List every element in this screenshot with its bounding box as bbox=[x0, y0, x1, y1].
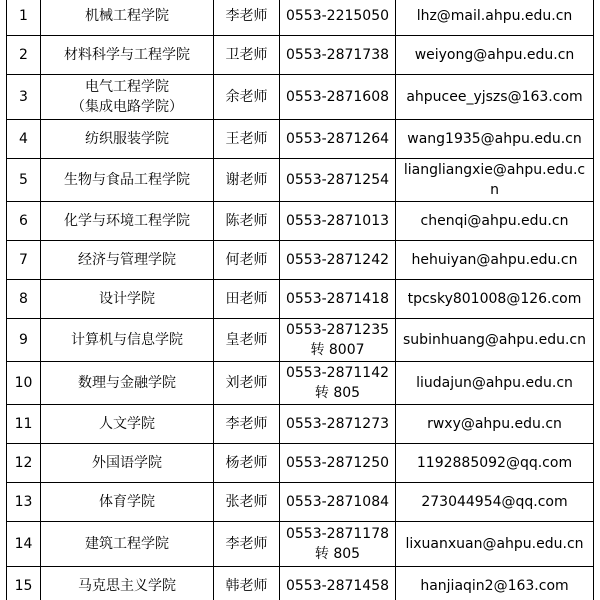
phone-number bbox=[280, 36, 396, 75]
row-number: 10 bbox=[7, 362, 41, 405]
email-address bbox=[396, 120, 594, 159]
phone-number-line: 转 805 bbox=[314, 546, 361, 562]
college-name bbox=[41, 483, 214, 522]
table-row bbox=[7, 120, 594, 159]
college-name-line: 外国语学院 bbox=[92, 455, 162, 471]
college-name-line: 生物与食品工程学院 bbox=[64, 172, 190, 188]
table-row bbox=[7, 36, 594, 75]
table-row bbox=[7, 241, 594, 280]
contact-person: 田老师 bbox=[214, 280, 280, 319]
contact-person: 王老师 bbox=[214, 120, 280, 159]
contact-person: 皇老师 bbox=[214, 319, 280, 362]
table-row bbox=[7, 75, 594, 120]
row-number: 6 bbox=[7, 202, 41, 241]
table-row bbox=[7, 362, 594, 405]
phone-number-line: 0553-2871738 bbox=[285, 47, 390, 63]
email-address-line: ahpucee_yjszs@163.com bbox=[406, 89, 583, 105]
phone-number-line: 0553-2871242 bbox=[285, 252, 390, 268]
college-name-line: 人文学院 bbox=[99, 416, 155, 432]
phone-number bbox=[280, 75, 396, 120]
contact-person: 李老师 bbox=[214, 405, 280, 444]
email-address-line: 1192885092@qq.com bbox=[416, 455, 573, 471]
email-address bbox=[396, 0, 594, 36]
phone-number-line: 0553-2871013 bbox=[285, 213, 390, 229]
phone-number bbox=[280, 159, 396, 202]
college-name bbox=[41, 36, 214, 75]
table-row bbox=[7, 159, 594, 202]
phone-number-line: 0553-2871264 bbox=[285, 131, 390, 147]
college-name bbox=[41, 202, 214, 241]
row-number: 8 bbox=[7, 280, 41, 319]
email-address-line: weiyong@ahpu.edu.cn bbox=[414, 47, 575, 63]
college-name bbox=[41, 362, 214, 405]
contact-person: 李老师 bbox=[214, 0, 280, 36]
contact-person: 韩老师 bbox=[214, 567, 280, 600]
phone-number-line: 0553-2871142 bbox=[285, 365, 390, 381]
college-name-line: 数理与金融学院 bbox=[78, 375, 176, 391]
row-number: 2 bbox=[7, 36, 41, 75]
table-row bbox=[7, 0, 594, 36]
email-address-line: lhz@mail.ahpu.edu.cn bbox=[416, 8, 573, 24]
phone-number-line: 转 8007 bbox=[310, 342, 365, 358]
college-name-line: 化学与环境工程学院 bbox=[64, 213, 190, 229]
phone-number bbox=[280, 241, 396, 280]
email-address-line: n bbox=[490, 182, 499, 198]
row-number: 3 bbox=[7, 75, 41, 120]
phone-number bbox=[280, 405, 396, 444]
email-address bbox=[396, 444, 594, 483]
email-address-line: liudajun@ahpu.edu.cn bbox=[416, 375, 573, 391]
email-address bbox=[396, 159, 594, 202]
college-name-line: 建筑工程学院 bbox=[85, 536, 169, 552]
email-address bbox=[396, 319, 594, 362]
contact-person: 余老师 bbox=[214, 75, 280, 120]
table-row bbox=[7, 444, 594, 483]
row-number: 11 bbox=[7, 405, 41, 444]
contact-person: 谢老师 bbox=[214, 159, 280, 202]
email-address-line: chenqi@ahpu.edu.cn bbox=[420, 213, 569, 229]
contact-person: 刘老师 bbox=[214, 362, 280, 405]
email-address-line: lixuanxuan@ahpu.edu.cn bbox=[405, 536, 584, 552]
email-address bbox=[396, 36, 594, 75]
table-row bbox=[7, 319, 594, 362]
phone-number bbox=[280, 202, 396, 241]
college-name bbox=[41, 522, 214, 567]
table-row bbox=[7, 202, 594, 241]
phone-number-line: 转 805 bbox=[314, 385, 361, 401]
table-row bbox=[7, 405, 594, 444]
email-address-line: liangliangxie@ahpu.edu.c bbox=[403, 162, 586, 178]
contact-person: 李老师 bbox=[214, 522, 280, 567]
email-address-line: subinhuang@ahpu.edu.cn bbox=[403, 332, 586, 348]
table-row bbox=[7, 280, 594, 319]
phone-number-line: 0553-2871235 bbox=[285, 322, 390, 338]
phone-number bbox=[280, 280, 396, 319]
college-name-line: 计算机与信息学院 bbox=[71, 332, 183, 348]
college-name bbox=[41, 319, 214, 362]
college-name bbox=[41, 75, 214, 120]
table-body bbox=[7, 0, 594, 600]
college-name bbox=[41, 120, 214, 159]
phone-number-line: 0553-2215050 bbox=[285, 8, 390, 24]
row-number: 14 bbox=[7, 522, 41, 567]
email-address-line: hanjiaqin2@163.com bbox=[420, 578, 569, 594]
college-contact-table bbox=[6, 0, 594, 600]
contact-person: 张老师 bbox=[214, 483, 280, 522]
phone-number bbox=[280, 483, 396, 522]
email-address bbox=[396, 280, 594, 319]
row-number: 7 bbox=[7, 241, 41, 280]
row-number: 4 bbox=[7, 120, 41, 159]
phone-number bbox=[280, 362, 396, 405]
college-name bbox=[41, 567, 214, 600]
phone-number bbox=[280, 0, 396, 36]
email-address bbox=[396, 405, 594, 444]
email-address-line: tpcsky801008@126.com bbox=[407, 291, 582, 307]
college-name bbox=[41, 280, 214, 319]
row-number: 9 bbox=[7, 319, 41, 362]
phone-number bbox=[280, 567, 396, 600]
table-row bbox=[7, 567, 594, 600]
email-address-line: rwxy@ahpu.edu.cn bbox=[427, 416, 562, 432]
phone-number-line: 0553-2871084 bbox=[285, 494, 390, 510]
phone-number-line: 0553-2871458 bbox=[285, 578, 390, 594]
phone-number bbox=[280, 120, 396, 159]
email-address-line: hehuiyan@ahpu.edu.cn bbox=[411, 252, 578, 268]
college-name-line: 设计学院 bbox=[99, 291, 155, 307]
email-address bbox=[396, 202, 594, 241]
college-name-line: 机械工程学院 bbox=[85, 8, 169, 24]
contact-person: 陈老师 bbox=[214, 202, 280, 241]
email-address bbox=[396, 567, 594, 600]
email-address bbox=[396, 241, 594, 280]
college-name bbox=[41, 159, 214, 202]
phone-number-line: 0553-2871178 bbox=[285, 526, 390, 542]
email-address bbox=[396, 483, 594, 522]
college-name-line: 材料科学与工程学院 bbox=[64, 47, 190, 63]
contact-person: 杨老师 bbox=[214, 444, 280, 483]
contact-person: 何老师 bbox=[214, 241, 280, 280]
row-number: 1 bbox=[7, 0, 41, 36]
college-name-line: （集成电路学院） bbox=[71, 99, 183, 115]
phone-number bbox=[280, 444, 396, 483]
phone-number bbox=[280, 522, 396, 567]
phone-number-line: 0553-2871418 bbox=[285, 291, 390, 307]
email-address bbox=[396, 522, 594, 567]
college-name-line: 马克思主义学院 bbox=[78, 578, 176, 594]
phone-number-line: 0553-2871608 bbox=[285, 89, 390, 105]
college-name bbox=[41, 405, 214, 444]
college-name bbox=[41, 444, 214, 483]
row-number: 12 bbox=[7, 444, 41, 483]
phone-number-line: 0553-2871273 bbox=[285, 416, 390, 432]
row-number: 15 bbox=[7, 567, 41, 600]
email-address-line: wang1935@ahpu.edu.cn bbox=[407, 131, 582, 147]
table-row bbox=[7, 483, 594, 522]
college-name-line: 体育学院 bbox=[99, 494, 155, 510]
college-name-line: 纺织服装学院 bbox=[85, 131, 169, 147]
college-name-line: 经济与管理学院 bbox=[78, 252, 176, 268]
college-name bbox=[41, 241, 214, 280]
phone-number-line: 0553-2871250 bbox=[285, 455, 390, 471]
row-number: 5 bbox=[7, 159, 41, 202]
phone-number-line: 0553-2871254 bbox=[285, 172, 390, 188]
row-number: 13 bbox=[7, 483, 41, 522]
email-address bbox=[396, 75, 594, 120]
college-name bbox=[41, 0, 214, 36]
college-name-line: 电气工程学院 bbox=[85, 79, 169, 95]
email-address-line: 273044954@qq.com bbox=[421, 494, 568, 510]
phone-number bbox=[280, 319, 396, 362]
contact-person: 卫老师 bbox=[214, 36, 280, 75]
table-row bbox=[7, 522, 594, 567]
email-address bbox=[396, 362, 594, 405]
